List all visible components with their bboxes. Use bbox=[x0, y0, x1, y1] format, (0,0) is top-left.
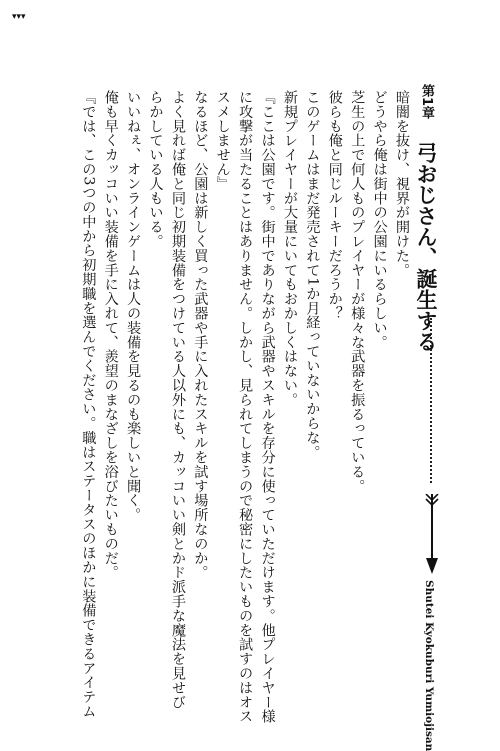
body-text bbox=[63, 90, 413, 724]
arrow-down-icon bbox=[423, 494, 441, 574]
chapter-title: 弓おじさん、誕生する bbox=[414, 142, 438, 352]
text-line: 『ここは公園です。街中でありながら武器やスキルを存分に使っていただけます。他プレイヤー様 bbox=[259, 90, 276, 724]
text-line: 俺も早くカッコいい装備を手に入れて、羨望のまなざしを浴びたいものだ。 bbox=[102, 90, 119, 580]
dotted-leader bbox=[430, 318, 433, 483]
text-line: 『では、この3つの中から初期職を選んでください。職はステータスのほかに装備できるアイテム bbox=[80, 90, 97, 719]
text-line: に攻撃が当たることはありません。しかし、見られてしまうので秘密にしたいものを試すのはオス bbox=[237, 90, 254, 724]
text-line: らかしている人もいる。 bbox=[147, 90, 164, 249]
text-line: いいねぇ、オンラインゲームは人の装備を見るのも楽しいと聞く。 bbox=[125, 90, 142, 522]
page-corner-mark bbox=[12, 12, 26, 22]
text-line: このゲームはまだ発売されて1か月経っていないからな。 bbox=[304, 90, 321, 460]
running-title: Shutei Kyokuburi Yumiojisan bbox=[423, 580, 435, 751]
corner-mark-glyphs: ▾▾▾ bbox=[12, 12, 26, 22]
text-line: 暗闇を抜け、視界が開けた。 bbox=[394, 90, 410, 278]
text-line: よく見れば俺と同じ初期装備をつけている人以外にも、カッコいい剣とかド派手な魔法を見せび bbox=[169, 90, 186, 710]
text-line: 彼らも俺と同じルーキーだろうか？ bbox=[326, 90, 343, 321]
text-line: どうやら俺は街中の公園にいるらしい。 bbox=[371, 90, 388, 350]
text-line: なるほど、公園は新しく買った武器や手に入れたスキルを試す場所なのか。 bbox=[192, 90, 209, 580]
chapter-number: 第1章 bbox=[419, 84, 434, 120]
text-line: 新規プレイヤーが大量にいてもおかしくはない。 bbox=[281, 90, 298, 407]
text-line: スメしません』 bbox=[214, 90, 231, 191]
text-line: 芝生の上で何人ものプレイヤーが様々な武器を振るっている。 bbox=[349, 90, 366, 494]
